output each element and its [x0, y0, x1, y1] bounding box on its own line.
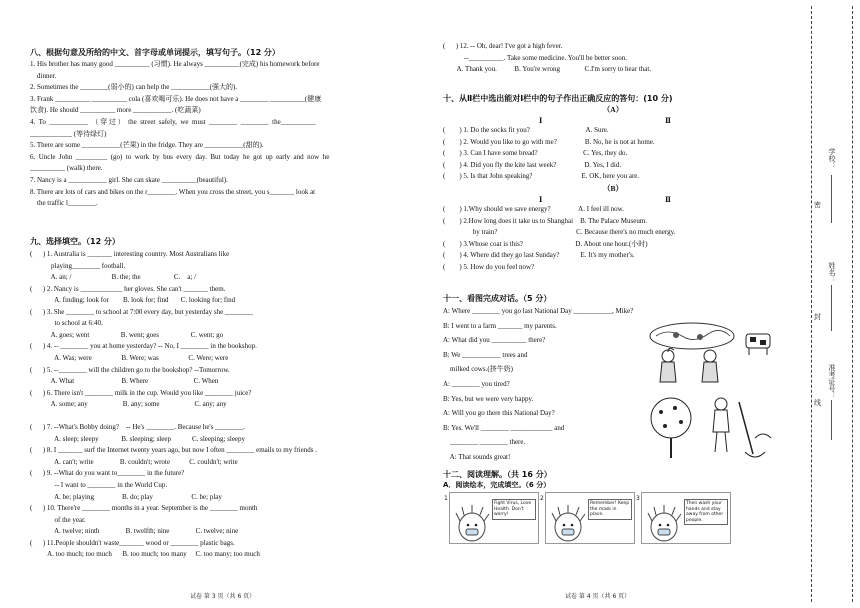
section-11-heading: 十一、看图完成对话。（5 分）	[443, 294, 552, 303]
s8-line: dinner.	[30, 71, 57, 80]
s9-line: -- I want to ________ in the World Cup.	[30, 481, 168, 489]
s8-line: 2. Sometimes the ________(弱小的) can help the ___________(强大的).	[30, 83, 238, 92]
comic-panel	[540, 492, 635, 544]
s9-line: A. Was; were B. Were; was C. Were; were	[30, 353, 229, 362]
column-ii-label: Ⅱ	[665, 117, 671, 125]
s10a-line: ( ) 5. Is that John speaking? E. OK, here you are.	[443, 172, 640, 180]
s9-line: ( ) 5. --________ will the children go to the bookshop? --Tomorrow.	[30, 365, 230, 374]
section-9-heading: 九、选择填空。（12 分）	[30, 237, 120, 246]
part-a-label: （A）	[602, 105, 624, 114]
s9-line: A. twelve; ninth B. twelfth; nine C. twelve; nine	[30, 527, 239, 536]
s10a-line: ( ) 3. Can I have some bread? C. Yes, they do.	[443, 149, 628, 157]
s11-line: B: Yes, but we were very happy.	[443, 394, 534, 403]
s9-line: A. some; any B. any; some C. any; any	[30, 400, 227, 409]
s8-line: 8. There are lots of cars and bikes on the r________. When you cross the street, you s_______ look at	[30, 187, 316, 196]
name-blank	[831, 285, 832, 331]
s10a-line: ( ) 2. Would you like to go with me? B. No, he is not at home.	[443, 137, 655, 146]
s8-line: the traffic l________.	[30, 199, 98, 208]
column-ii-label-b: Ⅱ	[665, 196, 671, 204]
s9-line: A. too much; too much B. too much; too many C. too many; too much	[30, 550, 260, 559]
inner-cut-line	[811, 6, 812, 602]
sealed-mark: 封	[814, 313, 821, 321]
left-page	[30, 0, 392, 608]
farm-picture	[648, 322, 778, 390]
s9-line: ( ) 1. Australia is _______ interesting country. Most Australians like	[30, 250, 230, 258]
s11-line: A: Where ________ you go last National Day ___________, Mike?	[443, 307, 634, 315]
s9-line: ( ) 9. --What do you want to________ in the future?	[30, 469, 185, 478]
s9-line: of the year.	[30, 515, 86, 524]
exam-number-label: 准考证号：	[828, 364, 836, 399]
section-12-heading: 十二、阅读理解。（共 16 分）	[443, 470, 552, 479]
s8-line: 7. Nancy is a ___________ girl. She can skate __________(beautiful).	[30, 176, 228, 184]
s11-line: A: Will you go there this National Day?	[443, 409, 555, 418]
s9-line: ( ) 7. --What's Bobby doing? -- He's ________. Because he's ________.	[30, 423, 245, 432]
name-label: 姓名：	[828, 262, 836, 283]
q12-line: ( ) 12. -- Oh, dear! I've got a high fever.	[443, 42, 563, 50]
s8-line: 6. Uncle John _________ (go) to work by bus every day. But today he got up early and now he	[30, 152, 330, 161]
right-page	[443, 0, 783, 608]
s9-line: ( ) 2. Nancy is ____________ her gloves. She can't _______ them.	[30, 284, 226, 293]
footer-page-4: 试卷 第 4 页（共 6 页）	[565, 593, 631, 600]
line-mark: 线	[814, 399, 821, 407]
s11-line: A: ________ you tired?	[443, 380, 510, 388]
q12-line: A. Thank you. B. You're wrong C.I'm sorry to hear that.	[443, 65, 652, 73]
s8-line: __________ (walk) there.	[30, 164, 103, 173]
s10b-line: ( ) 5. How do you feel now?	[443, 262, 535, 271]
s10a-line: ( ) 1. Do the socks fit you? A. Sure.	[443, 126, 609, 134]
s9-line: playing________ football.	[30, 261, 126, 270]
s9-line: A. sleep; sleepy B. sleeping; sleep C. sleeping; sleepy	[30, 434, 246, 443]
seal-mark: 密	[814, 201, 821, 209]
exam-number-blank	[831, 400, 832, 440]
q12-line: --__________. Take some medicine. You'll be better soon.	[443, 53, 627, 62]
part-a-reading-label: A．阅读绘本，完成填空。（6 分）	[443, 481, 551, 489]
s10b-line: by train? C. Because there's no much energy.	[443, 228, 676, 236]
s11-line: ________ ________ there.	[443, 438, 526, 447]
tree-planting-picture	[641, 392, 781, 464]
part-b-label: （B）	[602, 184, 623, 193]
s8-line: 5. There are some ___________(芒果) in the fridge. They are ___________(甜的).	[30, 141, 264, 150]
panel-number: 2	[540, 495, 544, 502]
s9-line: ( ) 11.People shouldn't waste_______ wood or ________ plastic bags.	[30, 538, 235, 547]
s11-line: milked cows.(挤牛奶)	[443, 365, 513, 374]
s9-line: A. be; playing B. do; play C. be; play	[30, 492, 222, 501]
outer-cut-line	[852, 6, 853, 602]
s11-line: B: We ___________ trees and	[443, 350, 528, 359]
section-10-heading: 十、从Ⅱ栏中选出能对Ⅰ栏中的句子作出正确反应的答句：(10 分)	[443, 94, 673, 103]
s11-line: B: Yes. We'll ________ ____________ and	[443, 423, 565, 432]
speech-sign: Fight Virus, Love Health. Don't worry!	[492, 499, 536, 520]
s9-line: ( ) 10. There're ________ months in a year. September is the ________ month	[30, 504, 258, 513]
s9-line: A. What B. Where C. When	[30, 377, 219, 386]
s8-line: ____________ (等待绿灯)	[30, 129, 107, 138]
s10b-line: ( ) 1.Why should we save energy? A. I feel ill now.	[443, 205, 624, 213]
s10b-line: ( ) 4. Where did they go last Sunday? E. It's my mother's.	[443, 251, 635, 259]
school-blank	[831, 175, 832, 223]
column-i-label-b: Ⅰ	[539, 196, 543, 204]
s8-line: 4. To ___________ （ 穿 过 ） the street safely, we must ________ ________ the__________	[30, 118, 316, 126]
s11-line: A: That sounds great!	[443, 453, 511, 461]
s9-line: A. can't; write B. couldn't; wrote C. couldn't; write	[30, 457, 238, 466]
panel-number: 1	[444, 495, 448, 502]
s8-line: 3. Frank __________ __________ cola (喜欢喝可乐). He does not have a ________ __________(健康	[30, 94, 322, 103]
s9-line: ( ) 4. -- ________ you at home yesterday? -- No, I ________ in the bookshop.	[30, 342, 257, 351]
s9-line: A. finding; look for B. look for; find C. looking for; find	[30, 296, 236, 305]
s9-line: A. an; / B. the; the C. a; /	[30, 273, 197, 282]
s10b-line: ( ) 2.How long does it take us to Shanghai B. The Palace Museum.	[443, 216, 648, 225]
s9-line: to school at 6:40.	[30, 319, 103, 328]
s11-line: B: I went to a farm _______ my parents.	[443, 321, 557, 330]
comic-panel	[444, 492, 539, 544]
s8-line: 1. His brother has many good __________ (习惯). He always __________(完成) his homework before	[30, 60, 320, 68]
s9-line: ( ) 8. I _______ surf the Internet twenty years ago, but now I often ________ emails to my friends .	[30, 446, 317, 455]
s11-line: A: What did you __________ there?	[443, 336, 546, 345]
binding-margin	[805, 0, 860, 608]
speech-sign: Remember! Keep the mask in place.	[588, 499, 632, 520]
s8-line: 饮食). He should __________ more ___________. (吃蔬菜)	[30, 106, 201, 115]
footer-page-3: 试卷 第 3 页（共 6 页）	[190, 593, 256, 600]
speech-sign: Then wash your hands and stay away from other people.	[684, 499, 728, 525]
s9-line: ( ) 6. There isn't ________ milk in the cup. Would you like ________ juice?	[30, 388, 252, 397]
section-8-heading: 八、根据句意及所给的中文、首字母或单词提示，填写句子。（12 分）	[30, 48, 280, 57]
comic-panel	[636, 492, 731, 544]
panel-number: 3	[636, 495, 640, 502]
s10b-line: ( ) 3.Whose coat is this? D. About one hour.(小时)	[443, 239, 648, 248]
column-i-label: Ⅰ	[539, 117, 543, 125]
s9-line: A. goes; went B. went; goes C. went; go	[30, 330, 224, 339]
s9-line: ( ) 3. She ________ to school at 7:00 every day, but yesterday she ________	[30, 307, 253, 316]
s10a-line: ( ) 4. Did you fly the kite last week? D. Yes, I did.	[443, 160, 622, 169]
school-label: 学校：	[828, 148, 836, 169]
